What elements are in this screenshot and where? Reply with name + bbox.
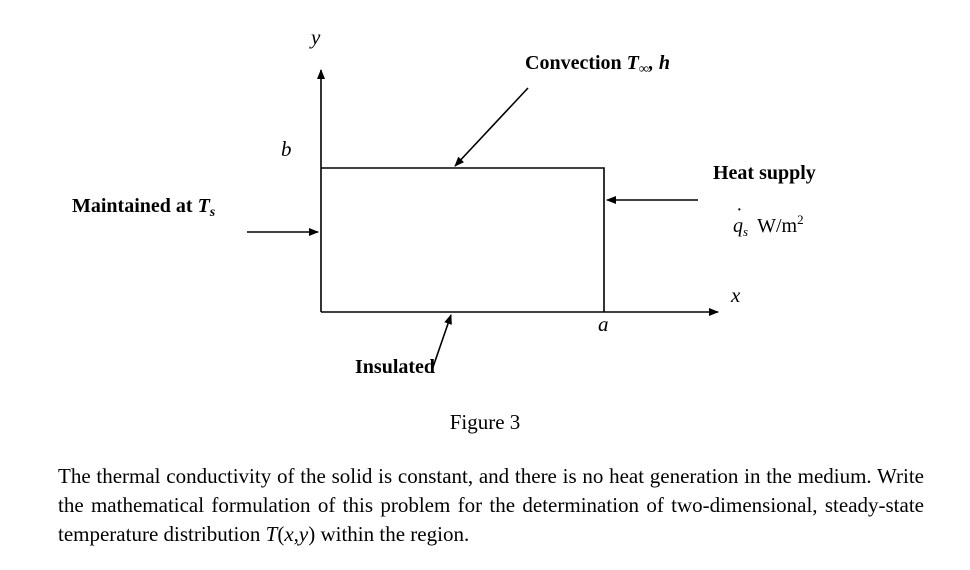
flux-label: $q_s$ $W/m^2$ — [733, 212, 804, 239]
insulated-label: Insulated — [355, 356, 436, 378]
b-label: b — [281, 137, 292, 161]
x-axis-label: x — [731, 283, 741, 307]
heat-supply-label: Heat supply — [713, 162, 816, 184]
a-label: a — [598, 312, 609, 336]
figure-caption: Figure 3 — [449, 410, 521, 434]
convection-arrow — [455, 88, 528, 166]
y-axis-label: y — [311, 25, 321, 49]
region-boundary — [321, 168, 604, 312]
convection-label: Convection $T_\infty$, h — [525, 52, 670, 77]
problem-statement: The thermal conductivity of the solid is constant, and there is no heat generation in the medium. Write the mathematical formulation of this problem for the determination of two-dimensional, steady-state temperature distribution T(x,y) within the region. — [58, 464, 924, 546]
maintained-label: Maintained at $T_s$ — [72, 195, 216, 220]
flux-dot: · — [737, 203, 742, 218]
